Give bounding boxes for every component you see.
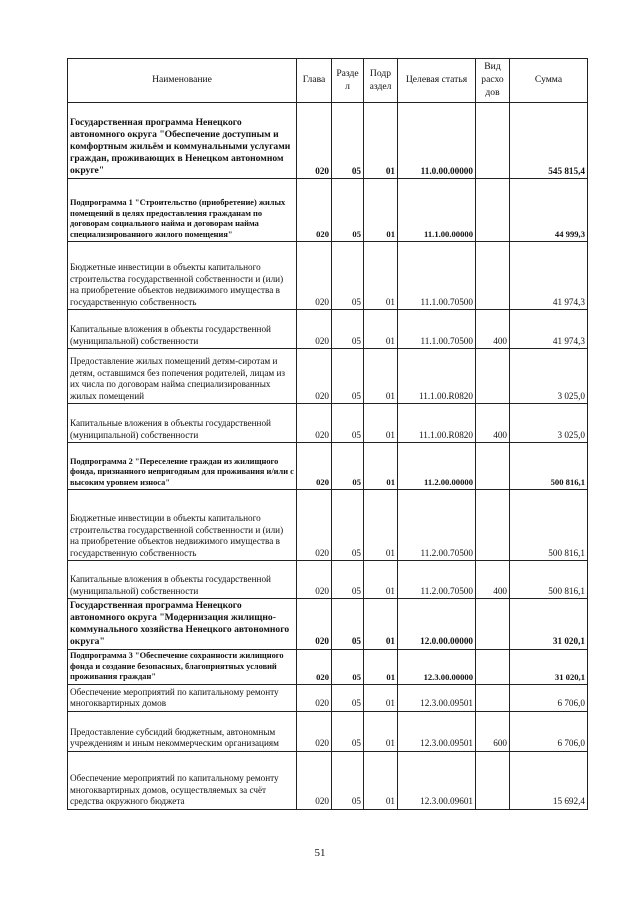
row-name: Подпрограмма 3 "Обеспечение сохранности жилищного фонда и создание безопасных, благоприятных условий проживания граждан": [68, 649, 297, 684]
header-vid: Вид расхо дов: [476, 59, 510, 103]
row-sum: 44 999,3: [510, 179, 588, 242]
row-vid: 400: [476, 404, 510, 443]
row-glava: 020: [297, 404, 332, 443]
row-sum: 41 974,3: [510, 242, 588, 310]
row-sum: 500 816,1: [510, 561, 588, 599]
row-vid: 400: [476, 310, 510, 349]
table-body: [68, 103, 588, 810]
row-podrazdel: 01: [364, 179, 398, 242]
row-razdel: 05: [332, 242, 364, 310]
table-row: [68, 310, 588, 349]
row-razdel: 05: [332, 310, 364, 349]
table-row: [68, 649, 588, 684]
row-vid: 600: [476, 711, 510, 751]
table-row: [68, 711, 588, 751]
row-razdel: 05: [332, 561, 364, 599]
table-row: [68, 179, 588, 242]
row-target: 11.0.00.00000: [398, 103, 476, 179]
row-glava: 020: [297, 561, 332, 599]
row-glava: 020: [297, 179, 332, 242]
row-razdel: 05: [332, 490, 364, 561]
row-glava: 020: [297, 310, 332, 349]
row-glava: 020: [297, 349, 332, 404]
row-name: Подпрограмма 2 "Переселение граждан из жилищного фонда, признанного непригодным для проживания и/или с высоким уровнем износа": [68, 443, 297, 490]
table-header-row: [68, 59, 588, 103]
row-razdel: 05: [332, 103, 364, 179]
table-row: [68, 349, 588, 404]
header-target: Целевая статья: [398, 59, 476, 103]
row-vid: 400: [476, 561, 510, 599]
row-name: Обеспечение мероприятий по капитальному ремонту многоквартирных домов, осуществляемых за счёт средства окружного бюджета: [68, 751, 297, 809]
header-glava: Глава: [297, 59, 332, 103]
table-row: [68, 443, 588, 490]
row-sum: 500 816,1: [510, 443, 588, 490]
row-podrazdel: 01: [364, 242, 398, 310]
header-sum: Сумма: [510, 59, 588, 103]
row-glava: 020: [297, 443, 332, 490]
table-row: [68, 751, 588, 809]
row-target: 12.0.00.00000: [398, 599, 476, 650]
row-target: 11.2.00.00000: [398, 443, 476, 490]
row-name: Предоставление субсидий бюджетным, автономным учреждениям и иным некоммерческим организациям: [68, 711, 297, 751]
row-vid: [476, 179, 510, 242]
row-razdel: 05: [332, 443, 364, 490]
row-target: 12.3.00.09501: [398, 684, 476, 711]
row-sum: 545 815,4: [510, 103, 588, 179]
row-target: 11.1.00.R0820: [398, 349, 476, 404]
row-razdel: 05: [332, 599, 364, 650]
table-row: [68, 490, 588, 561]
row-podrazdel: 01: [364, 711, 398, 751]
row-razdel: 05: [332, 684, 364, 711]
row-glava: 020: [297, 103, 332, 179]
row-name: Бюджетные инвестиции в объекты капитального строительства государственной собственности и (или) на приобретение объектов недвижимого имущества в государственную собственность: [68, 242, 297, 310]
row-name: Государственная программа Ненецкого автономного округа "Обеспечение доступным и комфортным жильём и коммунальными услугами граждан, проживающих в Ненецком автономном округе": [68, 103, 297, 179]
row-sum: 6 706,0: [510, 711, 588, 751]
row-vid: [476, 684, 510, 711]
header-podrazdel: Подр аздел: [364, 59, 398, 103]
row-glava: 020: [297, 684, 332, 711]
row-glava: 020: [297, 599, 332, 650]
row-target: 12.3.00.00000: [398, 649, 476, 684]
row-podrazdel: 01: [364, 684, 398, 711]
row-podrazdel: 01: [364, 649, 398, 684]
row-podrazdel: 01: [364, 599, 398, 650]
row-podrazdel: 01: [364, 751, 398, 809]
row-podrazdel: 01: [364, 561, 398, 599]
header-razdel: Разде л: [332, 59, 364, 103]
row-glava: 020: [297, 490, 332, 561]
row-vid: [476, 751, 510, 809]
budget-table: [67, 58, 588, 810]
row-target: 11.1.00.70500: [398, 242, 476, 310]
row-sum: 31 020,1: [510, 599, 588, 650]
page-number: 51: [314, 847, 326, 859]
row-vid: [476, 649, 510, 684]
row-razdel: 05: [332, 711, 364, 751]
row-sum: 500 816,1: [510, 490, 588, 561]
row-name: Государственная программа Ненецкого автономного округа "Модернизация жилищно-коммунального хозяйства Ненецкого автономного округа": [68, 599, 297, 650]
row-name: Бюджетные инвестиции в объекты капитального строительства государственной собственности и (или) на приобретение объектов недвижимого имущества в государственную собственность: [68, 490, 297, 561]
row-glava: 020: [297, 649, 332, 684]
row-sum: 6 706,0: [510, 684, 588, 711]
row-podrazdel: 01: [364, 310, 398, 349]
row-podrazdel: 01: [364, 404, 398, 443]
row-sum: 15 692,4: [510, 751, 588, 809]
table-row: [68, 561, 588, 599]
row-target: 11.2.00.70500: [398, 490, 476, 561]
row-target: 11.1.00.70500: [398, 310, 476, 349]
row-name: Подпрограмма 1 "Строительство (приобретение) жилых помещений в целях предоставления гражданам по договорам социального найма и договорам найма специализированного жилого помещения": [68, 179, 297, 242]
row-target: 11.1.00.R0820: [398, 404, 476, 443]
row-vid: [476, 349, 510, 404]
row-vid: [476, 599, 510, 650]
row-podrazdel: 01: [364, 349, 398, 404]
row-vid: [476, 443, 510, 490]
table-row: [68, 404, 588, 443]
row-name: Капитальные вложения в объекты государственной (муниципальной) собственности: [68, 404, 297, 443]
row-vid: [476, 490, 510, 561]
row-razdel: 05: [332, 179, 364, 242]
row-name: Капитальные вложения в объекты государственной (муниципальной) собственности: [68, 310, 297, 349]
row-podrazdel: 01: [364, 443, 398, 490]
row-razdel: 05: [332, 751, 364, 809]
row-name: Предоставление жилых помещений детям-сиротам и детям, оставшимся без попечения родителей, лицам из их числа по договорам найма специализированных жилых помещений: [68, 349, 297, 404]
table-row: [68, 599, 588, 650]
row-podrazdel: 01: [364, 103, 398, 179]
row-target: 11.2.00.70500: [398, 561, 476, 599]
row-vid: [476, 103, 510, 179]
row-razdel: 05: [332, 404, 364, 443]
row-name: Капитальные вложения в объекты государственной (муниципальной) собственности: [68, 561, 297, 599]
row-sum: 3 025,0: [510, 349, 588, 404]
row-sum: 31 020,1: [510, 649, 588, 684]
row-target: 12.3.00.09601: [398, 751, 476, 809]
row-razdel: 05: [332, 349, 364, 404]
table-row: [68, 242, 588, 310]
row-sum: 41 974,3: [510, 310, 588, 349]
row-name: Обеспечение мероприятий по капитальному ремонту многоквартирных домов: [68, 684, 297, 711]
row-target: 12.3.00.09501: [398, 711, 476, 751]
header-name: Наименование: [68, 59, 297, 103]
row-vid: [476, 242, 510, 310]
row-glava: 020: [297, 751, 332, 809]
row-razdel: 05: [332, 649, 364, 684]
table-row: [68, 103, 588, 179]
row-podrazdel: 01: [364, 490, 398, 561]
row-target: 11.1.00.00000: [398, 179, 476, 242]
row-glava: 020: [297, 242, 332, 310]
row-sum: 3 025,0: [510, 404, 588, 443]
row-glava: 020: [297, 711, 332, 751]
table-row: [68, 684, 588, 711]
